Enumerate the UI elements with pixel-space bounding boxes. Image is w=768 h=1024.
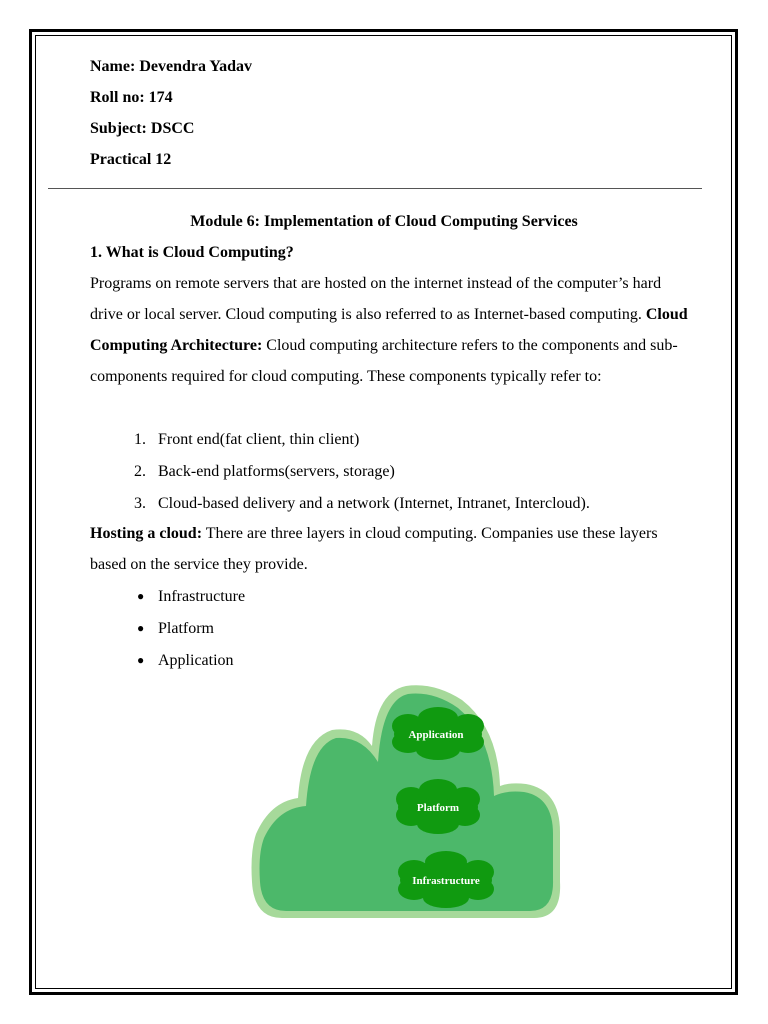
list-item <box>134 462 395 482</box>
list-item <box>134 494 590 514</box>
bullet-item <box>137 650 234 671</box>
practical-number: Practical 12 <box>90 151 172 168</box>
list-number: 2. <box>134 463 146 480</box>
label-platform: Platform <box>416 802 460 814</box>
header-divider <box>48 188 702 189</box>
architecture-term: Cloud Computing Architecture: <box>90 306 688 354</box>
module-title <box>0 212 768 232</box>
hosting-term: Hosting a cloud: <box>90 525 203 542</box>
roll-number: Roll no: 174 <box>90 89 173 106</box>
bullet-text: Application <box>158 652 234 669</box>
list-text: Back-end platforms(servers, storage) <box>158 463 395 480</box>
bullet-icon: ● <box>137 653 145 667</box>
bullet-text: Infrastructure <box>158 588 246 605</box>
intro-paragraph <box>90 268 690 392</box>
bullet-item <box>137 586 245 607</box>
list-text: Cloud-based delivery and a network (Internet, Intranet, Intercloud). <box>158 495 590 512</box>
list-number: 1. <box>134 431 146 448</box>
question-heading: 1. What is Cloud Computing? <box>90 244 294 261</box>
intro-text-1: Programs on remote servers that are hosted on the internet instead of the computer’s hard drive or local server. Cloud computing is also referred to as Internet-based computing. <box>90 275 662 323</box>
subject: Subject: DSCC <box>90 120 195 137</box>
list-text: Front end(fat client, thin client) <box>158 431 360 448</box>
module-title-text: Module 6: Implementation of Cloud Computing Services <box>190 213 578 230</box>
bullet-item <box>137 618 214 639</box>
bullet-text: Platform <box>158 620 214 637</box>
label-application: Application <box>408 729 464 741</box>
bullet-icon: ● <box>137 621 145 635</box>
hosting-text: There are three layers in cloud computing. Companies use these layers based on the service they provide. <box>90 525 658 573</box>
list-number: 3. <box>134 495 146 512</box>
hosting-paragraph <box>90 518 690 580</box>
list-item <box>134 430 359 450</box>
bullet-icon: ● <box>137 589 145 603</box>
label-infrastructure: Infrastructure <box>412 875 480 887</box>
intro-text-2: Cloud computing architecture refers to the components and sub-components required for cloud computing. These components typically refer to: <box>90 337 678 385</box>
cloud-layers-diagram <box>248 682 564 922</box>
student-name: Name: Devendra Yadav <box>90 58 253 75</box>
